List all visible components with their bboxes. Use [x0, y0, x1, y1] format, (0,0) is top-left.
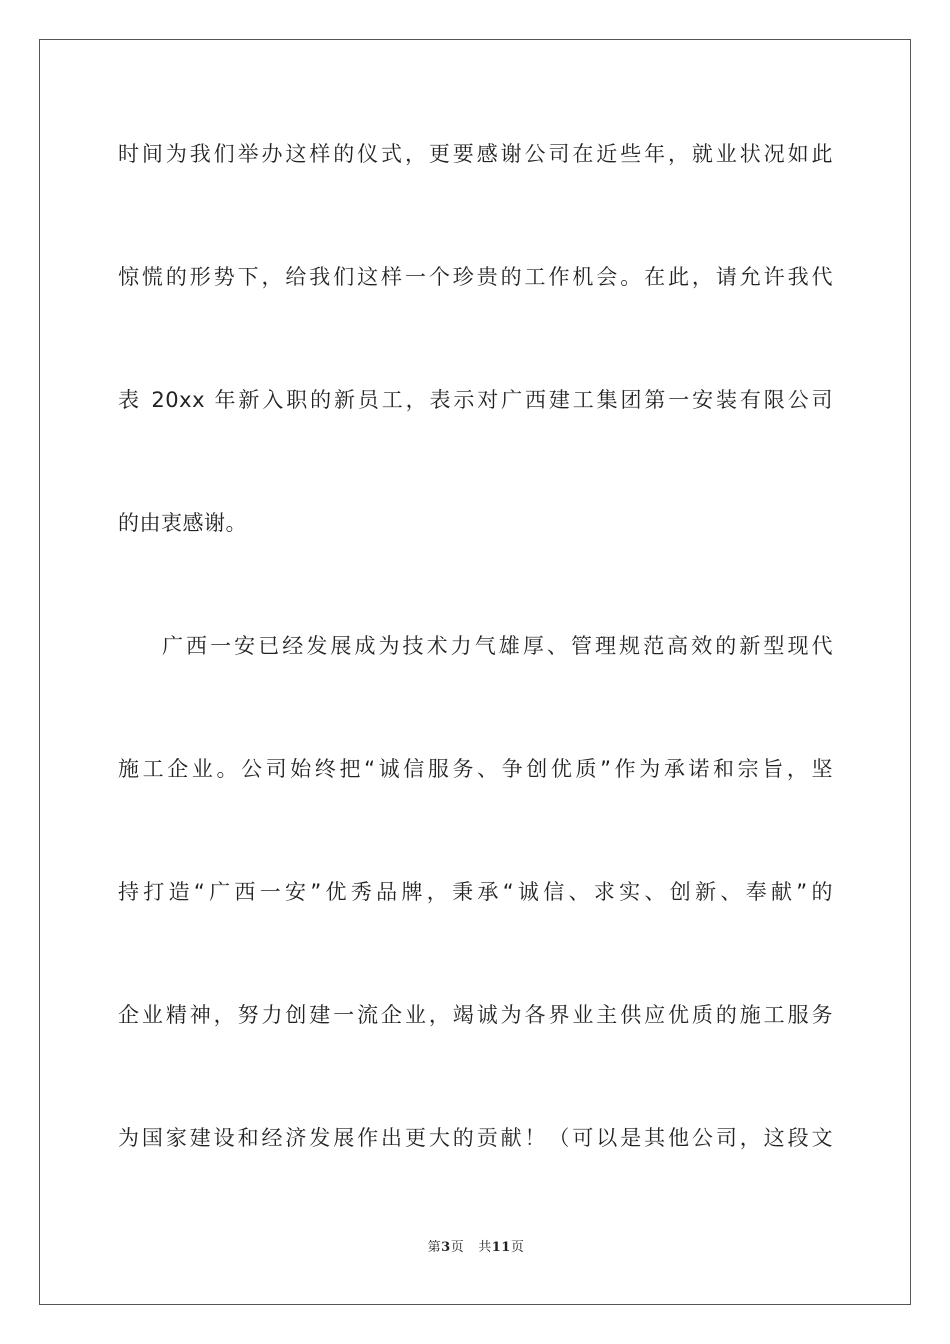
text-line: 的由衷感谢。: [118, 511, 247, 535]
page-number: 3: [441, 1240, 451, 1255]
text-line: 企业精神，努力创建一流企业，竭诚为各界业主供应优质的施工服务: [118, 1003, 833, 1027]
text-line: 广西一安已经发展成为技术力气雄厚、管理规范高效的新型现代: [162, 634, 833, 658]
body-text: [118, 135, 833, 1242]
text-line: 施工企业。公司始终把“诚信服务、争创优质”作为承诺和宗旨，坚: [118, 757, 833, 781]
text-line: 为国家建设和经济发展作出更大的贡献！（可以是其他公司，这段文: [118, 1126, 833, 1150]
page-prefix: 第: [427, 1240, 442, 1255]
page-suffix: 页: [450, 1240, 465, 1255]
page-frame: [39, 39, 911, 1305]
total-pages: 11: [491, 1240, 511, 1255]
text-line: 表 20xx 年新入职的新员工，表示对广西建工集团第一安装有限公司: [118, 388, 833, 412]
text-line: 持打造“广西一安”优秀品牌，秉承“诚信、求实、创新、奉献”的: [118, 880, 833, 904]
text-line: 惊慌的形势下，给我们这样一个珍贵的工作机会。在此，请允许我代: [118, 265, 833, 289]
text-line: 时间为我们举办这样的仪式，更要感谢公司在近些年，就业状况如此: [118, 142, 833, 166]
total-prefix: 共: [478, 1240, 492, 1255]
total-suffix: 页: [510, 1240, 525, 1255]
page-footer: [40, 1236, 912, 1255]
